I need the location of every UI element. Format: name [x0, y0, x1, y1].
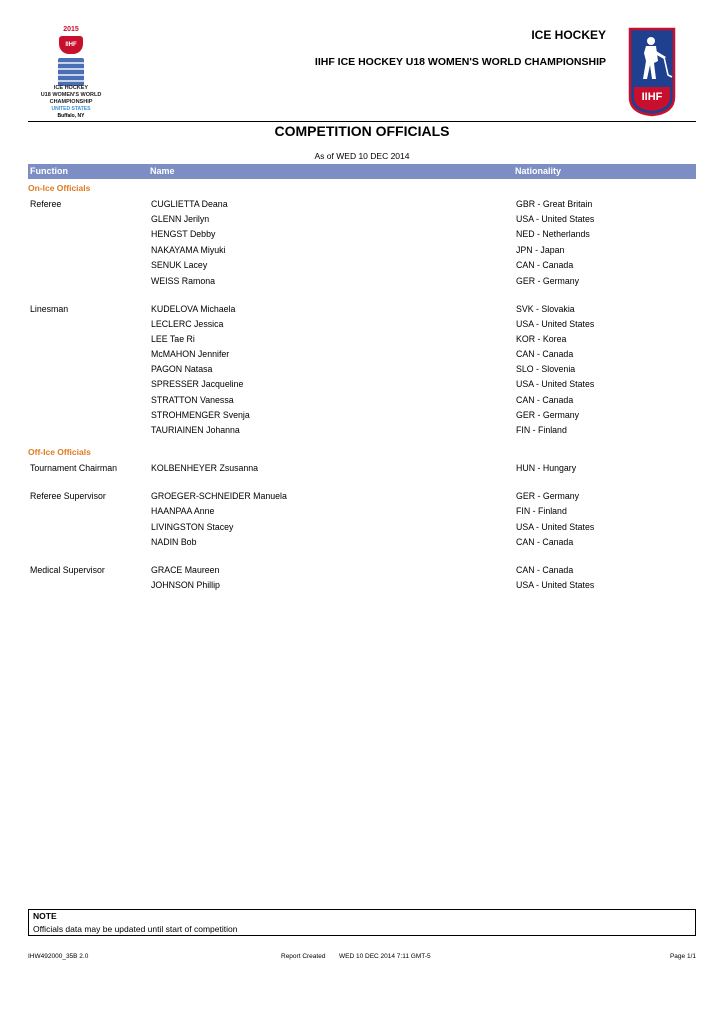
function-cell: Medical Supervisor — [30, 565, 105, 575]
function-cell: Referee Supervisor — [30, 491, 106, 501]
page-number: Page 1/1 — [669, 953, 696, 960]
event-logo-line-2: U18 WOMEN'S WORLD — [40, 92, 102, 98]
name-cell: STROHMENGER Svenja — [151, 410, 250, 420]
nationality-cell: FIN - Finland — [516, 506, 567, 516]
name-cell: HENGST Debby — [151, 229, 216, 239]
nationality-cell: USA - United States — [516, 580, 595, 590]
event-logo-shield: IIHF — [59, 36, 83, 54]
function-cell: Tournament Chairman — [30, 463, 118, 473]
nationality-cell: CAN - Canada — [516, 537, 574, 547]
name-cell: LEE Tae Ri — [151, 334, 195, 344]
report-created-label: Report Created — [281, 953, 326, 960]
nationality-cell: NED - Netherlands — [516, 229, 590, 239]
name-cell: NADIN Bob — [151, 537, 197, 547]
note-box — [28, 909, 696, 936]
iihf-logo — [628, 27, 676, 117]
name-cell: WEISS Ramona — [151, 276, 216, 286]
report-created-value: WED 10 DEC 2014 7:11 GMT-5 — [339, 953, 431, 960]
nationality-cell: USA - United States — [516, 214, 595, 224]
event-logo-line-3: CHAMPIONSHIP — [49, 99, 93, 105]
column-header-nationality: Nationality — [515, 166, 562, 176]
nationality-cell: SLO - Slovenia — [516, 364, 576, 374]
name-cell: KOLBENHEYER Zsusanna — [151, 463, 259, 473]
hockey-player-icon — [628, 27, 676, 117]
name-cell: HAANPAA Anne — [151, 506, 215, 516]
note-text: Officials data may be updated until start of competition — [33, 924, 238, 934]
as-of-date: As of WED 10 DEC 2014 — [314, 151, 410, 161]
name-cell: NAKAYAMA Miyuki — [151, 245, 226, 255]
column-header-function: Function — [30, 166, 68, 176]
name-cell: SENUK Lacey — [151, 260, 208, 270]
name-cell: SPRESSER Jacqueline — [151, 379, 244, 389]
nationality-cell: GER - Germany — [516, 276, 580, 286]
name-cell: KUDELOVA Michaela — [151, 304, 236, 314]
section-off-ice: Off-Ice Officials — [28, 447, 91, 457]
nationality-cell: SVK - Slovakia — [516, 304, 575, 314]
name-cell: JOHNSON Phillip — [151, 580, 220, 590]
header-divider — [28, 121, 696, 122]
report-code: IHW492000_35B 2.0 — [28, 953, 89, 960]
nationality-cell: USA - United States — [516, 319, 595, 329]
name-cell: TAURIAINEN Johanna — [151, 425, 240, 435]
name-cell: PAGON Natasa — [151, 364, 213, 374]
name-cell: LECLERC Jessica — [151, 319, 224, 329]
name-cell: CUGLIETTA Deana — [151, 199, 228, 209]
nationality-cell: HUN - Hungary — [516, 463, 577, 473]
name-cell: GRACE Maureen — [151, 565, 220, 575]
function-cell: Linesman — [30, 304, 69, 314]
championship-title: IIHF ICE HOCKEY U18 WOMEN'S WORLD CHAMPIONSHIP — [314, 56, 606, 68]
function-cell: Referee — [30, 199, 62, 209]
nationality-cell: JPN - Japan — [516, 245, 565, 255]
nationality-cell: GBR - Great Britain — [516, 199, 593, 209]
nationality-cell: CAN - Canada — [516, 349, 574, 359]
nationality-cell: GER - Germany — [516, 491, 580, 501]
event-logo-city: Buffalo, NY — [57, 113, 85, 119]
name-cell: STRATTON Vanessa — [151, 395, 234, 405]
table-header — [28, 164, 696, 179]
iihf-logo-text: IIHF — [641, 91, 663, 103]
name-cell: McMAHON Jennifer — [151, 349, 230, 359]
nationality-cell: CAN - Canada — [516, 565, 574, 575]
nationality-cell: GER - Germany — [516, 410, 580, 420]
flag-icon — [58, 58, 84, 86]
nationality-cell: FIN - Finland — [516, 425, 567, 435]
nationality-cell: KOR - Korea — [516, 334, 567, 344]
event-logo-line-1: ICE HOCKEY — [53, 85, 89, 91]
name-cell: GROEGER-SCHNEIDER Manuela — [151, 491, 287, 501]
nationality-cell: CAN - Canada — [516, 260, 574, 270]
event-logo-year: 2015 — [63, 26, 79, 33]
name-cell: LIVINGSTON Stacey — [151, 522, 234, 532]
name-cell: GLENN Jerilyn — [151, 214, 210, 224]
sport-title: ICE HOCKEY — [531, 28, 606, 42]
event-logo — [28, 22, 114, 122]
nationality-cell: USA - United States — [516, 379, 595, 389]
column-header-name: Name — [150, 166, 175, 176]
section-on-ice: On-Ice Officials — [28, 183, 91, 193]
page-title: COMPETITION OFFICIALS — [274, 123, 450, 139]
nationality-cell: CAN - Canada — [516, 395, 574, 405]
nationality-cell: USA - United States — [516, 522, 595, 532]
event-logo-country: UNITED STATES — [51, 106, 91, 112]
note-title: NOTE — [33, 911, 57, 921]
